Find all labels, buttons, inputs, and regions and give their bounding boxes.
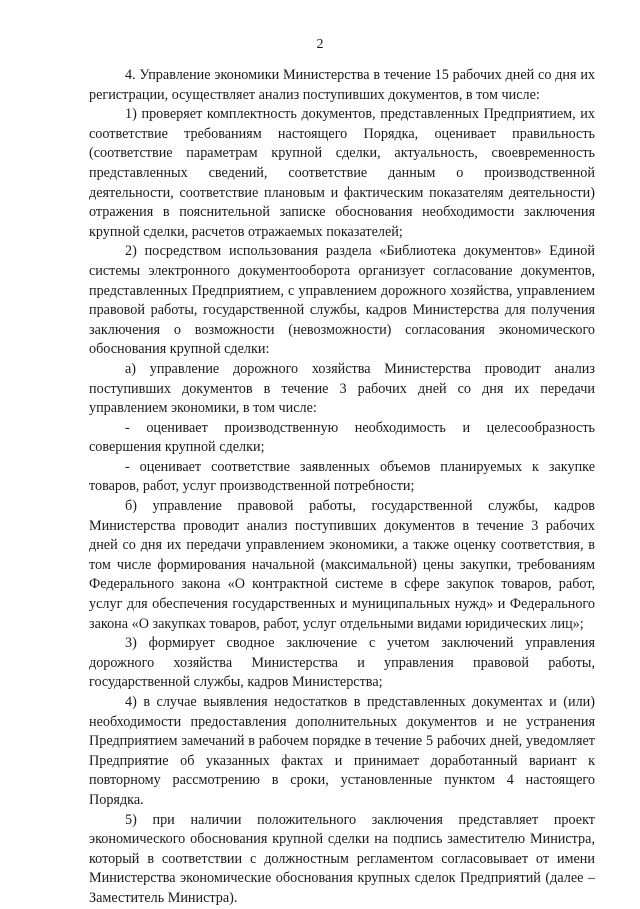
paragraph-item-4: 4. Управление экономики Министерства в течение 15 рабочих дней со дня их регистрации, осуществляет анализ поступивших документов, в том числе: bbox=[89, 67, 595, 103]
paragraph-subitem-5: 5) при наличии положительного заключения представляет проект экономического обоснования крупной сделки на подпись заместителю Министра, который в соответствии с должностным регламентом согласовывает от имени Министерства экономические обоснования крупных сделок Предприятий (далее – Заместитель Министра). bbox=[89, 811, 595, 906]
paragraph-subitem-1: 1) проверяет комплектность документов, представленных Предприятием, их соответствие требованиям настоящего Порядка, оценивает правильность (соответствие параметрам крупной сделки, актуальность, своевременность представленных сведений, соответствие данным о производственной деятельности, соответствие плановым и фактическим показателям деятельности) отражения в пояснительной записке обоснования необходимости заключения крупной сделки, расчетов отражаемых показателей; bbox=[89, 106, 595, 240]
paragraph-subitem-b: б) управление правовой работы, государственной службы, кадров Министерства проводит анализ поступивших документов в течение 3 рабочих дней со дня их передачи управлением экономики, а также оценку соответствия, в том числе формирования начальной (максимальной) цены закупки, требованиям Федерального закона «О контрактной системе в сфере закупок товаров, работ, услуг для обеспечения государственных и муниципальных нужд» и Федерального закона «О закупках товаров, работ, услуг отдельными видами юридических лиц»; bbox=[89, 498, 595, 632]
page-number: 2 bbox=[316, 37, 324, 52]
paragraph-subitem-2: 2) посредством использования раздела «Библиотека документов» Единой системы электронного документооборота организует согласование документов, представленных Предприятием, с управлением дорожного хозяйства, управлением правовой работы, государственной службы, кадров Министерства для получения заключения о возможности (невозможности) согласования экономического обоснования крупной сделки: bbox=[89, 243, 595, 358]
paragraph-subitem-a: а) управление дорожного хозяйства Министерства проводит анализ поступивших документов в течение 3 рабочих дней со дня их передачи управлением экономики, в том числе: bbox=[89, 360, 595, 417]
paragraph-dash-2: - оценивает соответствие заявленных объемов планируемых к закупке товаров, работ, услуг производственной потребности; bbox=[89, 458, 595, 495]
paragraph-subitem-4: 4) в случае выявления недостатков в представленных документах и (или) необходимости предоставления дополнительных документов и не устранения Предприятием замечаний в рабочем порядке в течение 5 рабочих дней, уведомляет Предприятие об указанных фактах и принимает доработанный вариант к повторному рассмотрению в сроки, установленные пунктом 4 настоящего Порядка. bbox=[89, 694, 595, 808]
paragraph-dash-1: - оценивает производственную необходимость и целесообразность совершения крупной сделки; bbox=[89, 419, 595, 456]
document-body bbox=[89, 66, 595, 909]
paragraph-subitem-3: 3) формирует сводное заключение с учетом заключений управления дорожного хозяйства Министерства и управления правовой работы, государственной службы, кадров Министерства; bbox=[89, 635, 595, 691]
